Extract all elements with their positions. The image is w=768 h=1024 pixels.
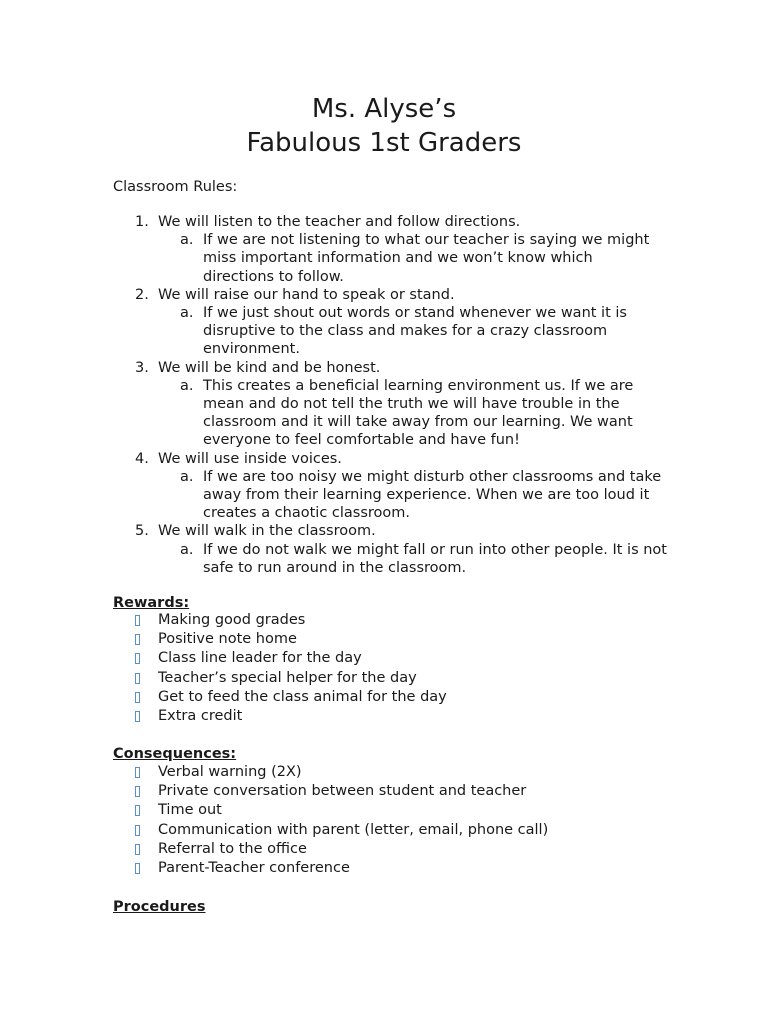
consequence-text: Private conversation between student and teacher: [158, 783, 527, 800]
missing-glyph-box-icon: [135, 844, 140, 855]
missing-glyph-box-icon: [135, 692, 140, 703]
classroom-rules-list: [0, 213, 768, 577]
missing-glyph-box-icon: [135, 863, 140, 874]
rule-text: We will be kind and be honest.: [158, 359, 381, 376]
list-item: [0, 821, 768, 840]
rule-item: [0, 522, 768, 540]
consequence-text: Referral to the office: [158, 840, 307, 857]
rule-number: 2.: [135, 286, 149, 303]
reward-text: Get to feed the class animal for the day: [158, 688, 447, 705]
consequence-text: Parent-Teacher conference: [158, 860, 350, 877]
reward-text: Teacher’s special helper for the day: [158, 669, 417, 686]
rule-explanation: [0, 541, 768, 577]
list-item: [0, 611, 768, 630]
list-item: [0, 859, 768, 878]
reward-text: Positive note home: [158, 631, 297, 648]
list-item: [0, 840, 768, 859]
missing-glyph-box-icon: [135, 634, 140, 645]
consequences-heading: Consequences:: [113, 746, 237, 762]
list-item: [0, 649, 768, 668]
rule-explanation-text: If we do not walk we might fall or run into other people. It is not safe to run around in the classroom.: [203, 541, 667, 576]
rule-item: [0, 213, 768, 231]
list-item: [0, 707, 768, 726]
consequence-text: Communication with parent (letter, email, phone call): [158, 821, 549, 838]
rule-text: We will raise our hand to speak or stand.: [158, 286, 455, 303]
rule-item: [0, 286, 768, 304]
classroom-rules-heading: Classroom Rules:: [113, 179, 238, 195]
document-title-line-2: Fabulous 1st Graders: [246, 128, 522, 158]
rule-number: 5.: [135, 523, 149, 540]
consequence-text: Time out: [158, 802, 222, 819]
rule-explanation-text: If we just shout out words or stand whenever we want it is disruptive to the class and makes for a crazy classroom environment.: [203, 305, 627, 358]
procedures-heading: Procedures: [113, 899, 206, 915]
list-item: [0, 763, 768, 782]
rule-text: We will use inside voices.: [158, 450, 342, 467]
rule-explanation-letter: a.: [180, 232, 194, 249]
rule-explanation-letter: a.: [180, 305, 194, 322]
document-title-line-1: Ms. Alyse’s: [311, 94, 457, 124]
reward-text: Making good grades: [158, 612, 306, 628]
rewards-list: [0, 611, 768, 726]
missing-glyph-box-icon: [135, 673, 140, 684]
rewards-heading: Rewards:: [113, 595, 190, 611]
rule-explanation: [0, 231, 768, 286]
missing-glyph-box-icon: [135, 711, 140, 722]
consequence-text: Verbal warning (2X): [158, 764, 302, 780]
list-item: [0, 688, 768, 707]
missing-glyph-box-icon: [135, 767, 140, 778]
list-item: [0, 801, 768, 820]
missing-glyph-box-icon: [135, 653, 140, 664]
rule-explanation-letter: a.: [180, 468, 194, 485]
rule-number: 4.: [135, 450, 149, 467]
rule-explanation: [0, 304, 768, 359]
missing-glyph-box-icon: [135, 825, 140, 836]
rule-item: [0, 450, 768, 468]
consequences-list: [0, 763, 768, 878]
rule-text: We will walk in the classroom.: [158, 523, 376, 540]
rule-item: [0, 359, 768, 377]
reward-text: Class line leader for the day: [158, 650, 362, 667]
rule-number: 1.: [135, 214, 149, 230]
list-item: [0, 669, 768, 688]
rule-explanation-text: If we are too noisy we might disturb other classrooms and take away from their learning experience. When we are too loud it creates a chaotic classroom.: [203, 468, 662, 522]
reward-text: Extra credit: [158, 708, 243, 725]
list-item: [0, 630, 768, 649]
list-item: [0, 782, 768, 801]
rule-number: 3.: [135, 359, 149, 376]
missing-glyph-box-icon: [135, 786, 140, 797]
rule-explanation-text: This creates a beneficial learning environment us. If we are mean and do not tell the truth we will have trouble in the classroom and it will take away from our learning. We want everyone to feel comfortable and have fun!: [203, 377, 634, 449]
missing-glyph-box-icon: [135, 805, 140, 816]
rule-explanation: [0, 377, 768, 450]
rule-explanation: [0, 468, 768, 523]
rule-explanation-text: If we are not listening to what our teacher is saying we might miss important information and we won’t know which directions to follow.: [203, 232, 650, 285]
rule-explanation-letter: a.: [180, 541, 194, 558]
rule-text: We will listen to the teacher and follow directions.: [158, 214, 521, 230]
rule-explanation-letter: a.: [180, 377, 194, 394]
missing-glyph-box-icon: [135, 615, 140, 626]
